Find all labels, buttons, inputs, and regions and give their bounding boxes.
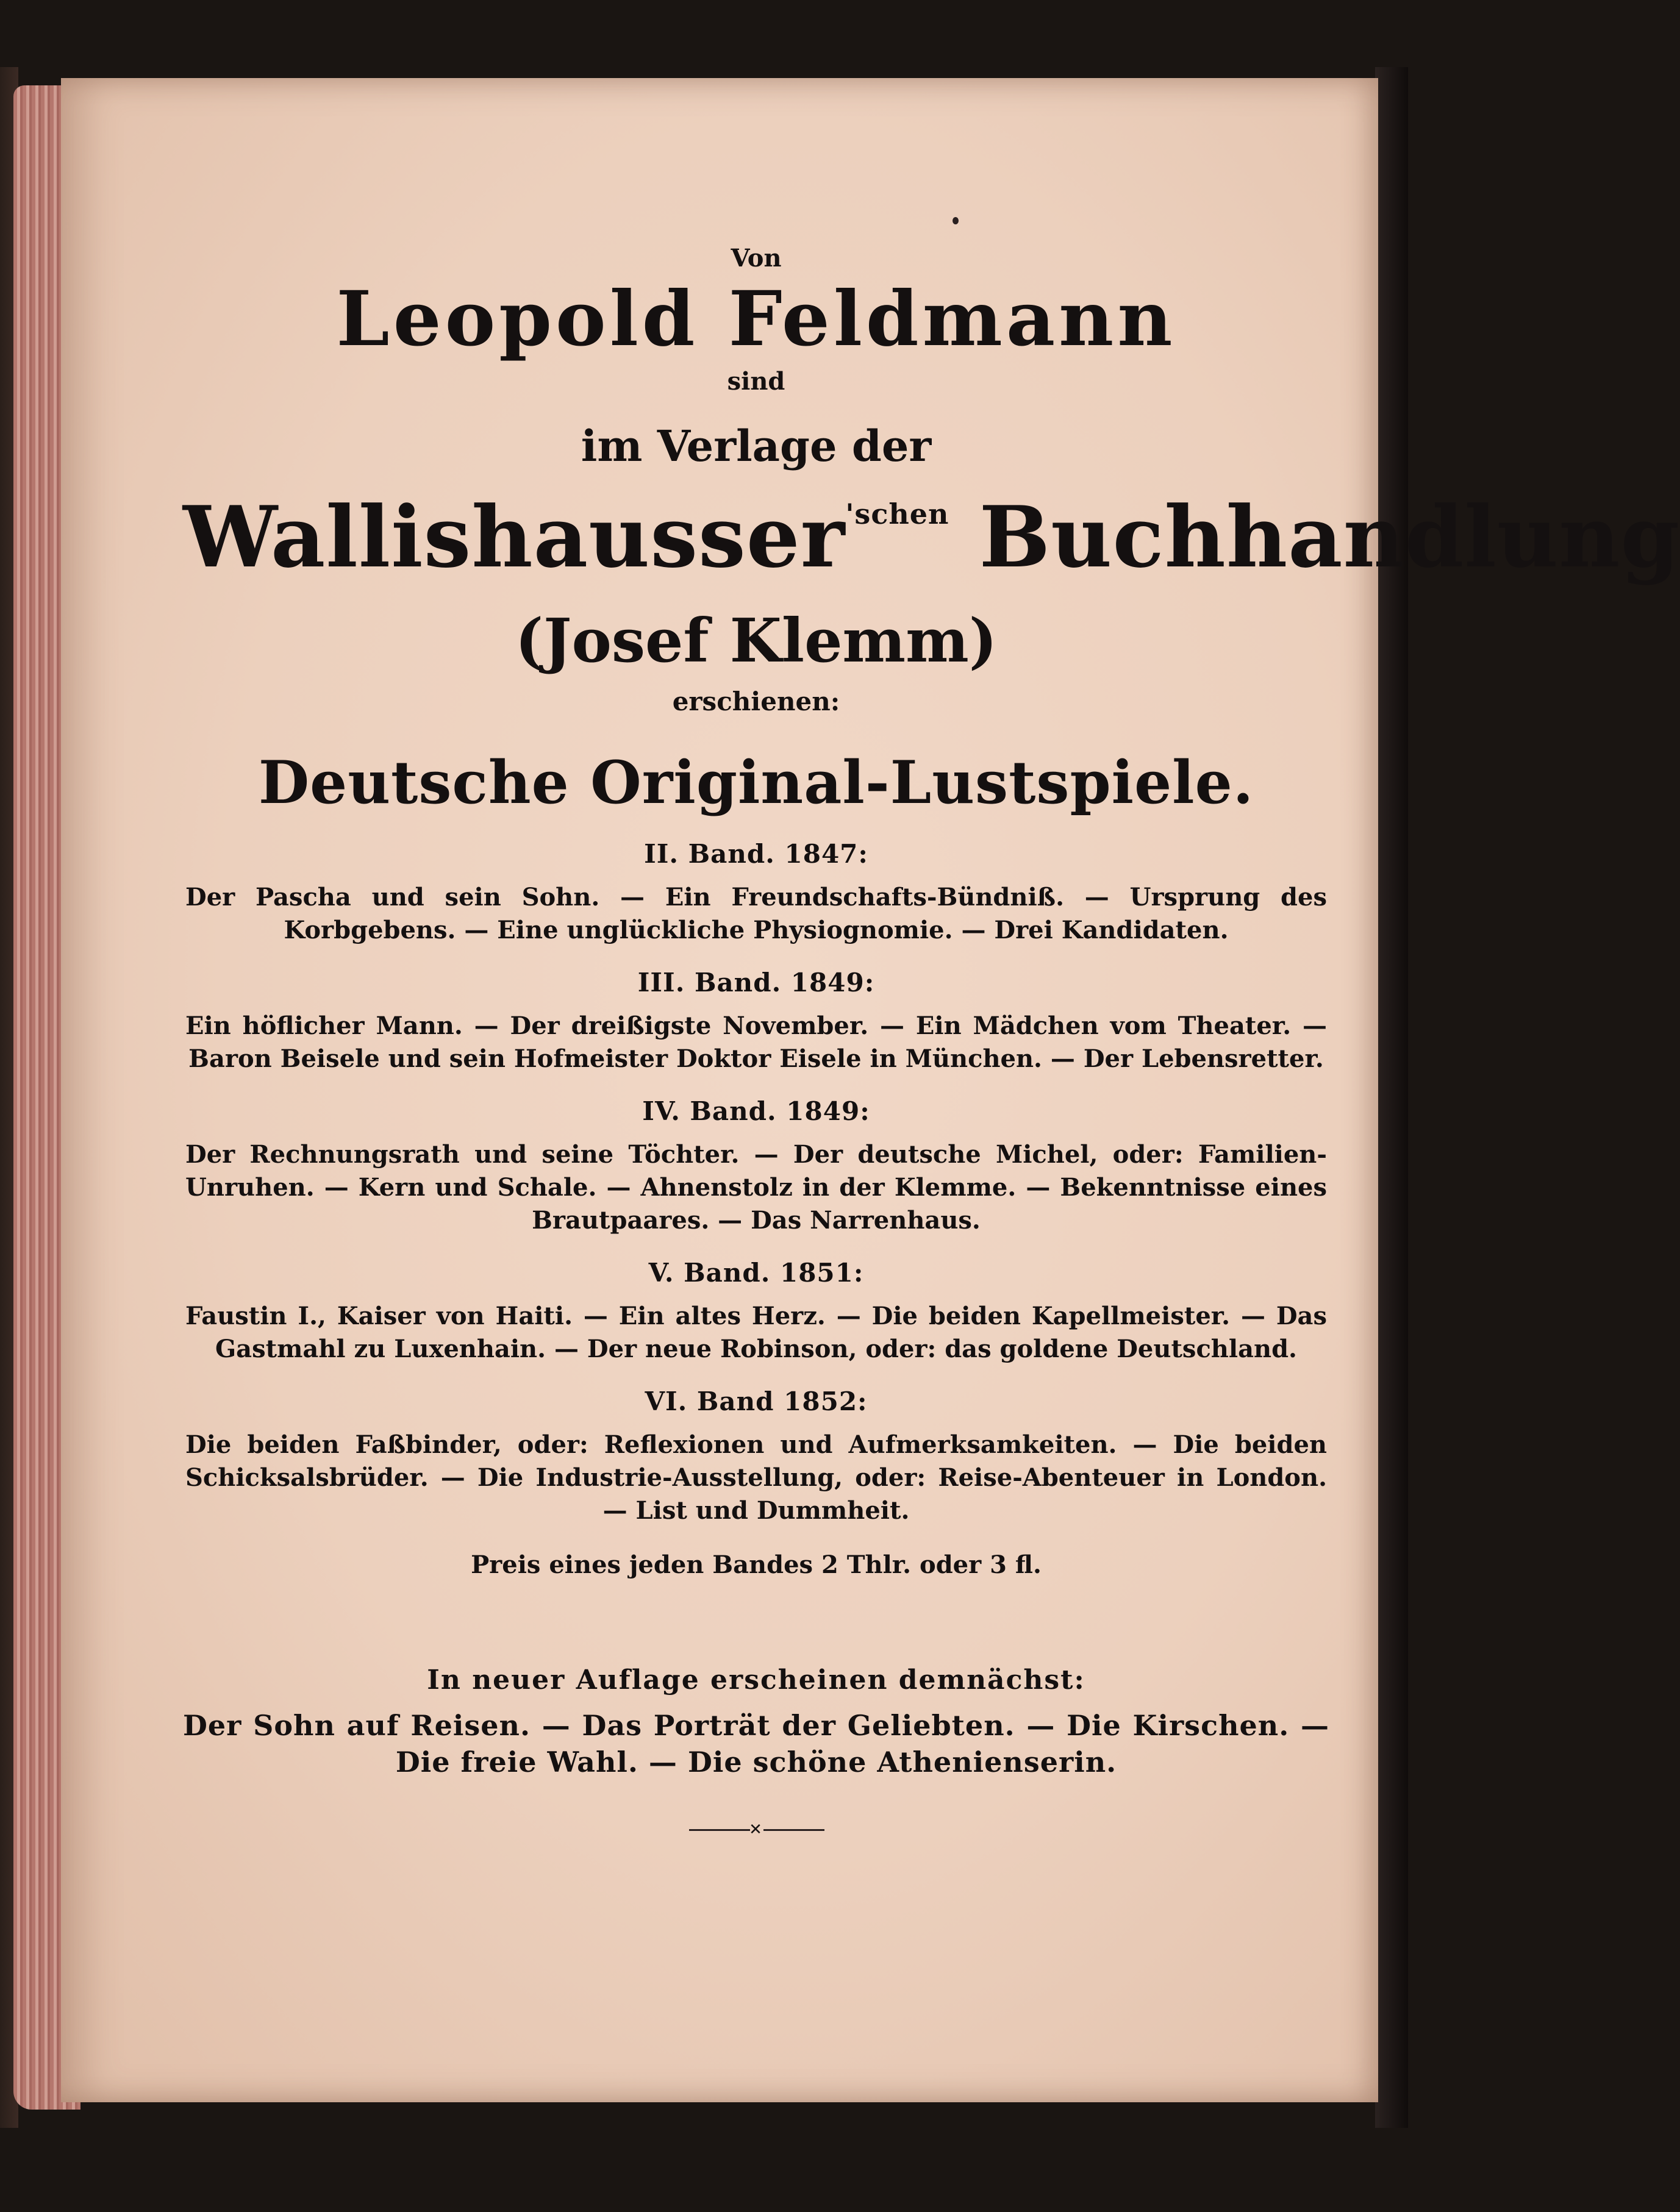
new-edition-heading: In neuer Auflage erscheinen demnächst:	[427, 1664, 1085, 1696]
erschienen-label: erschienen:	[672, 686, 840, 716]
sind-label: sind	[727, 367, 785, 396]
band-works: Der Pascha und sein Sohn. — Ein Freundschafts-Bündniß. — Ursprung des Korbgebens. — Eine unglückliche Physiognomie. — Drei Kandidaten.	[185, 883, 1327, 945]
series-title: Deutsche Original-Lustspiele.	[258, 747, 1254, 817]
band-works: Der Rechnungsrath und seine Töchter. — Der deutsche Michel, oder: Familien-Unruhen. — Kern und Schale. — Ahnenstolz in der Klemme. — Bekenntnisse eines Brautpaares. — Das Narrenhaus.	[185, 1140, 1327, 1235]
advertisement-content	[183, 219, 1680, 1842]
ornament-line-left	[689, 1829, 750, 1831]
band-title: IV. Band. 1849:	[642, 1096, 870, 1127]
ornament-divider	[665, 1818, 848, 1842]
publisher-main: Wallishausser	[183, 487, 846, 587]
verlage-line: im Verlage der	[581, 421, 932, 472]
band-section	[183, 1258, 1329, 1366]
publisher-name	[183, 487, 1680, 587]
band-section	[183, 839, 1329, 947]
new-edition-works: Der Sohn auf Reisen. — Das Porträt der Geliebten. — Die Kirschen. — Die freie Wahl. — Die schöne Athenienserin.	[183, 1709, 1329, 1779]
band-works: Die beiden Faßbinder, oder: Reflexionen und Aufmerksamkeiten. — Die beiden Schicksalsbrüder. — Die Industrie-Ausstellung, oder: Reise-Abenteuer in London. — List und Dummheit.	[185, 1430, 1327, 1525]
band-section	[183, 1386, 1329, 1527]
ornament-icon: ✕	[749, 1820, 762, 1839]
ornament-line-right	[763, 1829, 824, 1831]
publisher-suffix: 'schen	[845, 497, 949, 530]
band-section	[183, 968, 1329, 1076]
band-works: Ein höflicher Mann. — Der dreißigste November. — Ein Mädchen vom Theater. — Baron Beisele und sein Hofmeister Doktor Eisele in München. — Der Lebensretter.	[185, 1011, 1327, 1074]
band-title: V. Band. 1851:	[648, 1258, 864, 1288]
publisher-rest: Buchhandlung	[979, 487, 1680, 587]
band-section	[183, 1096, 1329, 1237]
band-title: VI. Band 1852:	[645, 1386, 868, 1417]
band-title: III. Band. 1849:	[637, 968, 875, 998]
band-title: II. Band. 1847:	[644, 839, 868, 869]
binding-shadow	[1375, 67, 1408, 2128]
price-line: Preis eines jeden Bandes 2 Thlr. oder 3 fl.	[471, 1550, 1042, 1580]
band-works: Faustin I., Kaiser von Haiti. — Ein altes Herz. — Die beiden Kapellmeister. — Das Gastmahl zu Luxenhain. — Der neue Robinson, oder: das goldene Deutschland.	[185, 1302, 1327, 1364]
von-label: Von	[731, 244, 782, 273]
author-name: Leopold Feldmann	[336, 275, 1176, 363]
publisher-owner: (Josef Klemm)	[515, 605, 998, 676]
